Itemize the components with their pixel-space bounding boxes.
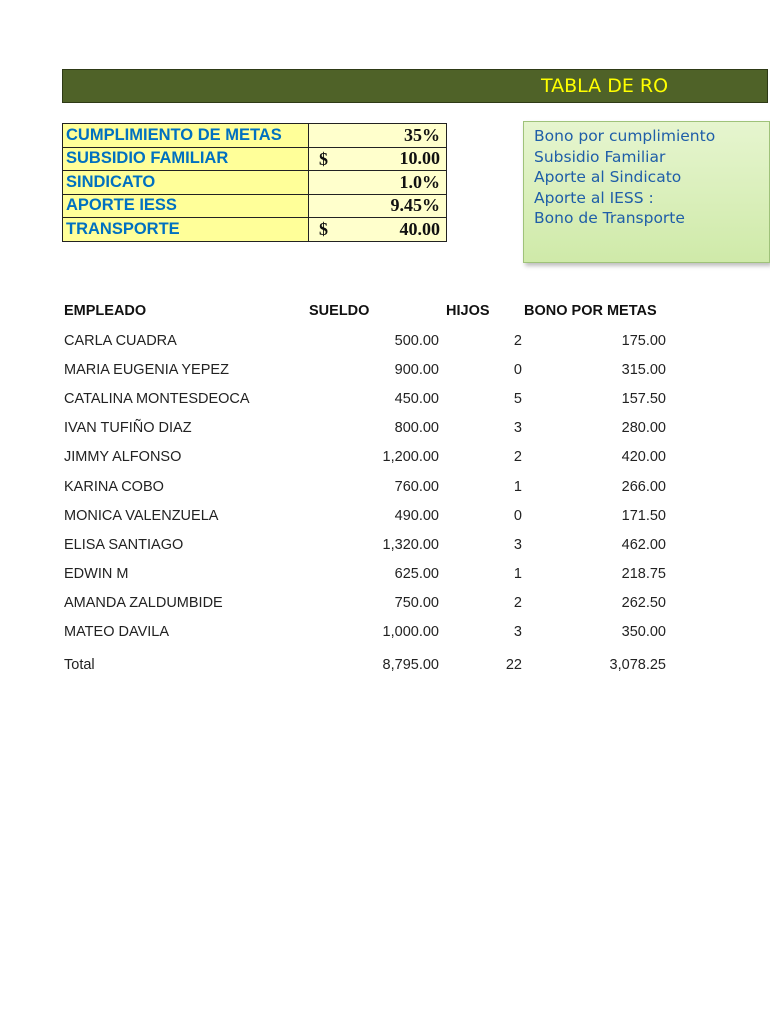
total-hijos: 22	[505, 657, 522, 673]
cell-sueldo: 760.00	[394, 478, 439, 495]
header-hijos: HIJOS	[446, 303, 490, 319]
table-row	[0, 595, 768, 615]
cell-empleado: CARLA CUADRA	[64, 333, 177, 349]
cell-hijos: 3	[513, 624, 522, 640]
param-currency: $	[319, 148, 328, 169]
cell-sueldo: 450.00	[394, 391, 439, 408]
cell-empleado: JIMMY ALFONSO	[64, 449, 182, 466]
param-label: CUMPLIMIENTO DE METAS	[63, 124, 309, 148]
cell-hijos: 1	[513, 478, 522, 495]
param-label: TRANSPORTE	[63, 218, 309, 242]
param-value: 9.45%	[390, 195, 440, 216]
table-row	[0, 508, 768, 528]
param-row	[63, 218, 447, 242]
cell-hijos: 2	[513, 594, 522, 611]
table-row	[0, 391, 768, 411]
cell-hijos: 0	[513, 507, 522, 524]
cell-bono: 218.75	[621, 565, 666, 582]
total-bono: 3,078.25	[609, 657, 666, 673]
param-row	[63, 147, 447, 171]
cell-hijos: 2	[513, 333, 522, 349]
cell-sueldo: 900.00	[394, 362, 439, 379]
table-header	[0, 303, 768, 323]
cell-sueldo: 500.00	[394, 333, 439, 349]
table-row	[0, 537, 768, 557]
table-row	[0, 362, 768, 382]
cell-bono: 315.00	[621, 362, 666, 379]
notes-box	[523, 121, 770, 263]
note-line: Aporte al Sindicato	[534, 168, 682, 186]
cell-empleado: MATEO DAVILA	[64, 624, 170, 640]
param-value-cell	[309, 194, 447, 218]
header-empleado: EMPLEADO	[64, 303, 147, 319]
param-value-cell	[309, 124, 447, 148]
parameters-table	[62, 123, 447, 242]
total-sueldo: 8,795.00	[382, 657, 439, 673]
param-row	[63, 171, 447, 195]
cell-hijos: 3	[513, 420, 522, 437]
cell-empleado: MARIA EUGENIA YEPEZ	[64, 362, 229, 379]
param-value-cell	[309, 147, 447, 171]
note-line: Bono por cumplimiento	[534, 127, 716, 145]
note-line: Subsidio Familiar	[534, 147, 666, 166]
table-row	[0, 333, 768, 353]
param-value-cell	[309, 171, 447, 195]
total-row	[0, 657, 768, 677]
param-value: 35%	[404, 124, 440, 145]
total-label: Total	[64, 657, 95, 673]
param-value: 1.0%	[399, 171, 440, 192]
cell-bono: 171.50	[621, 507, 666, 524]
cell-bono: 462.00	[621, 536, 666, 553]
cell-sueldo: 625.00	[394, 565, 439, 582]
param-row	[63, 194, 447, 218]
cell-empleado: AMANDA ZALDUMBIDE	[64, 594, 223, 611]
cell-hijos: 5	[513, 391, 522, 408]
note-line: Aporte al IESS :	[534, 188, 654, 207]
cell-sueldo: 800.00	[394, 420, 439, 437]
table-row	[0, 420, 768, 440]
cell-empleado: MONICA VALENZUELA	[64, 507, 219, 524]
cell-bono: 350.00	[621, 624, 666, 640]
cell-bono: 175.00	[621, 333, 666, 349]
cell-bono: 262.50	[621, 594, 666, 611]
param-row	[63, 124, 447, 148]
param-label: APORTE IESS	[63, 194, 309, 218]
table-row	[0, 624, 768, 644]
cell-bono: 157.50	[621, 391, 666, 408]
param-label: SINDICATO	[63, 171, 309, 195]
cell-empleado: IVAN TUFIÑO DIAZ	[64, 420, 192, 437]
cell-empleado: KARINA COBO	[64, 478, 164, 495]
cell-hijos: 3	[513, 536, 522, 553]
cell-empleado: CATALINA MONTESDEOCA	[64, 391, 250, 408]
table-row	[0, 449, 768, 469]
cell-sueldo: 750.00	[394, 594, 439, 611]
page-title: TABLA DE RO	[541, 75, 669, 97]
table-row	[0, 566, 768, 586]
param-value: 40.00	[399, 218, 440, 239]
cell-hijos: 0	[513, 362, 522, 379]
cell-sueldo: 1,000.00	[382, 624, 439, 640]
cell-sueldo: 490.00	[394, 507, 439, 524]
cell-empleado: ELISA SANTIAGO	[64, 536, 184, 553]
cell-sueldo: 1,200.00	[382, 449, 439, 466]
cell-hijos: 1	[513, 565, 522, 582]
title-bar	[62, 69, 768, 103]
cell-bono: 280.00	[621, 420, 666, 437]
cell-hijos: 2	[513, 449, 522, 466]
param-currency: $	[319, 219, 328, 239]
param-value: 10.00	[399, 148, 440, 169]
cell-bono: 420.00	[621, 449, 666, 466]
param-label: SUBSIDIO FAMILIAR	[63, 147, 309, 171]
header-sueldo: SUELDO	[309, 303, 370, 319]
table-row	[0, 479, 768, 499]
header-bono: BONO POR METAS	[524, 303, 657, 319]
cell-bono: 266.00	[621, 478, 666, 495]
cell-sueldo: 1,320.00	[382, 536, 439, 553]
note-line: Bono de Transporte	[534, 209, 685, 227]
param-value-cell	[309, 218, 447, 242]
cell-empleado: EDWIN M	[64, 565, 129, 582]
